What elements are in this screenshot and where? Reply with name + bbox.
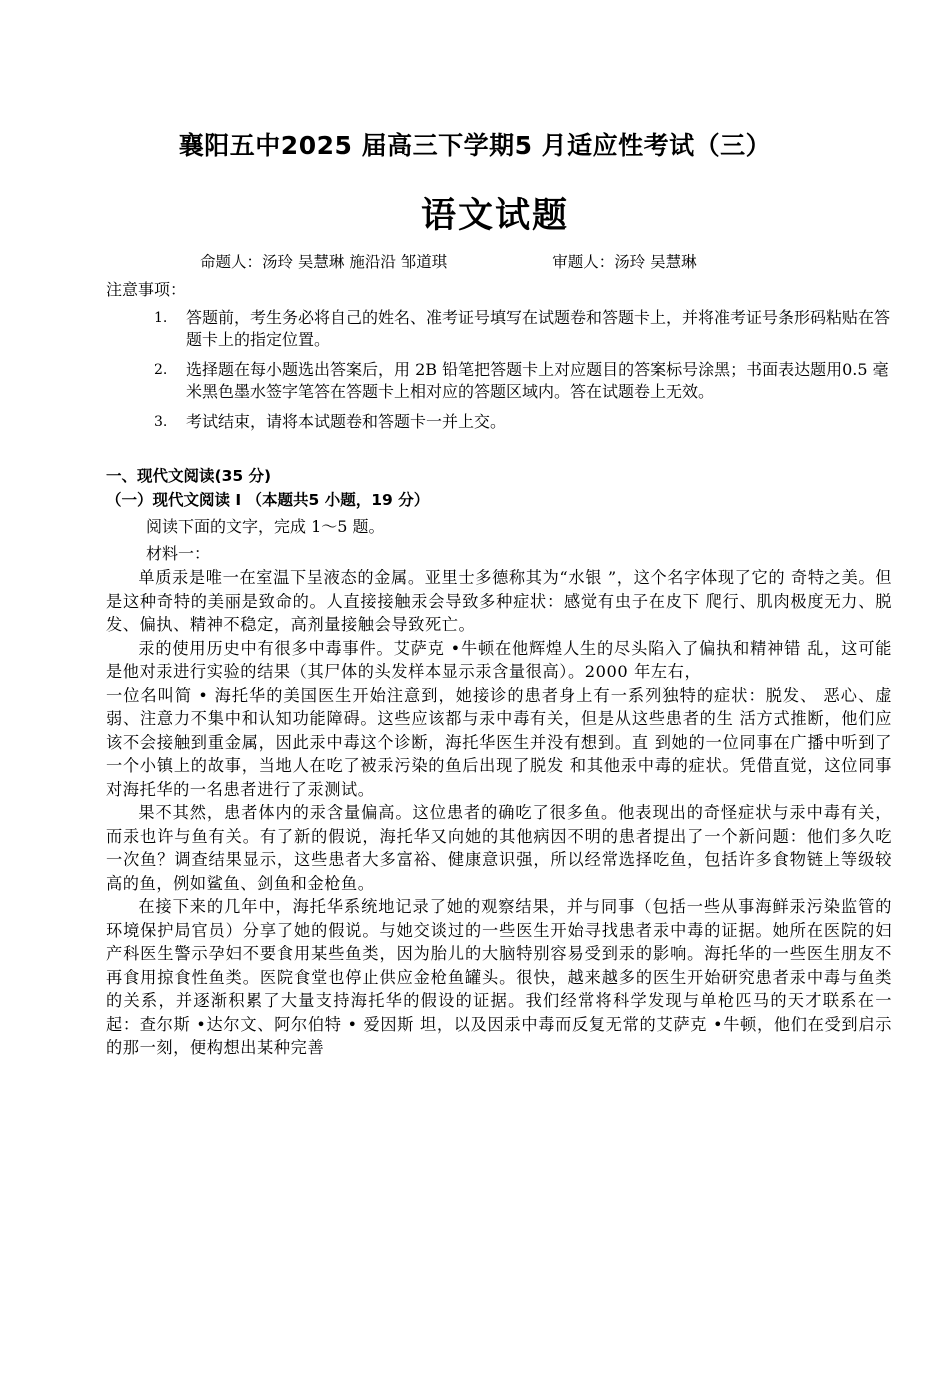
authors-line <box>200 250 697 272</box>
notice-item-number: 1. <box>154 310 168 326</box>
paragraph: 单质汞是唯一在室温下呈液态的金属。亚里士多德称其为“水银 ”，这个名字体现了它的 奇特之美。但是这种奇特的美丽是致命的。人直接接触汞会导致多种症状：感觉有虫子在皮下 爬行、肌肉极度无力、脱发、偏执、精神不稳定，高剂量接触会导致死亡。 <box>106 568 892 634</box>
question-authors: 命题人：汤玲 吴慧琳 施沿沿 邹道琪 <box>200 253 448 271</box>
notice-item-number: 3. <box>154 414 168 430</box>
paragraph: 一位名叫简 • 海托华的美国医生开始注意到，她接诊的患者身上有一系列独特的症状：脱发、 恶心、虚弱、注意力不集中和认知功能障碍。这些应该都与汞中毒有关，但是从这些患者的生 活方式推断，他们应该不会接触到重金属，因此汞中毒这个诊断，海托华医生并没有想到。直 到她的一位同事在广播中听到了一个小镇上的故事，当地人在吃了被汞污染的鱼后出现了脱发 和其他汞中毒的症状。凭借直觉，这位同事对海托华的一名患者进行了汞测试。 <box>106 685 892 799</box>
notice-item <box>152 307 892 351</box>
notice-item <box>152 411 892 433</box>
notice-item <box>152 359 892 403</box>
reading-instruction: 阅读下面的文字，完成 1～5 题。 <box>146 517 385 536</box>
question-reviewers: 审题人：汤玲 吴慧琳 <box>552 253 697 271</box>
exam-title: 襄阳五中2025 届高三下学期5 月适应性考试（三） <box>178 131 772 160</box>
notice-heading: 注意事项： <box>106 280 187 299</box>
section-title: 一、现代文阅读(35 分) <box>106 467 272 485</box>
material-body <box>106 566 892 1060</box>
notice-item-text: 答题前，考生务必将自己的姓名、准考证号填写在试题卷和答题卡上，并将准考证号条形码粘贴在答题卡上的指定位置。 <box>186 308 891 349</box>
subsection-title: （一）现代文阅读 Ⅰ （本题共5 小题，19 分） <box>106 491 430 509</box>
subject-title: 语文试题 <box>420 196 569 236</box>
paragraph: 汞的使用历史中有很多中毒事件。艾萨克 •牛顿在他辉煌人生的尽头陷入了偏执和精神错 乱，这可能是他对汞进行实验的结果（其尸体的头发样本显示汞含量很高）。2000 年左右， <box>106 638 892 681</box>
paragraph: 在接下来的几年中，海托华系统地记录了她的观察结果，并与同事（包括一些从事海鲜汞污染监管的环境保护局官员）分享了她的假说。与她交谈过的一些医生开始寻找患者汞中毒的证据。她所在医院的妇产科医生警示孕妇不要食用某些鱼类，因为胎儿的大脑特别容易受到汞的影响。海托华的一些医生朋友不再食用掠食性鱼类。医院食堂也停止供应金枪鱼罐头。很快，越来越多的医生开始研究患者汞中毒与鱼类的关系，并逐渐积累了大量支持海托华的假设的证据。我们经常将科学发现与单枪匹马的天才联系在一起：查尔斯 •达尔文、阿尔伯特 • 爱因斯 坦，以及因汞中毒而反复无常的艾萨克 •牛顿，他们在受到启示的那一刻，便构想出某种完善 <box>106 897 892 1057</box>
notice-item-text: 考试结束，请将本试题卷和答题卡一并上交。 <box>186 412 507 431</box>
notice-item-number: 2. <box>154 362 168 378</box>
notice-item-text: 选择题在每小题选出答案后，用 2B 铅笔把答题卡上对应题目的答案标号涂黑；书面表达题用0.5 毫米黑色墨水签字笔答在答题卡上相对应的答题区域内。答在试题卷上无效。 <box>186 360 889 401</box>
paragraph: 果不其然，患者体内的汞含量偏高。这位患者的确吃了很多鱼。他表现出的奇怪症状与汞中毒有关，而汞也许与鱼有关。有了新的假说，海托华又向她的其他病因不明的患者提出了一个新问题：他们多久吃一次鱼？调查结果显示，这些患者大多富裕、健康意识强，所以经常选择吃鱼，包括许多食物链上等级较高的鱼，例如鲨鱼、剑鱼和金枪鱼。 <box>106 803 892 893</box>
material-label: 材料一： <box>146 544 211 563</box>
notice-list <box>152 307 892 441</box>
